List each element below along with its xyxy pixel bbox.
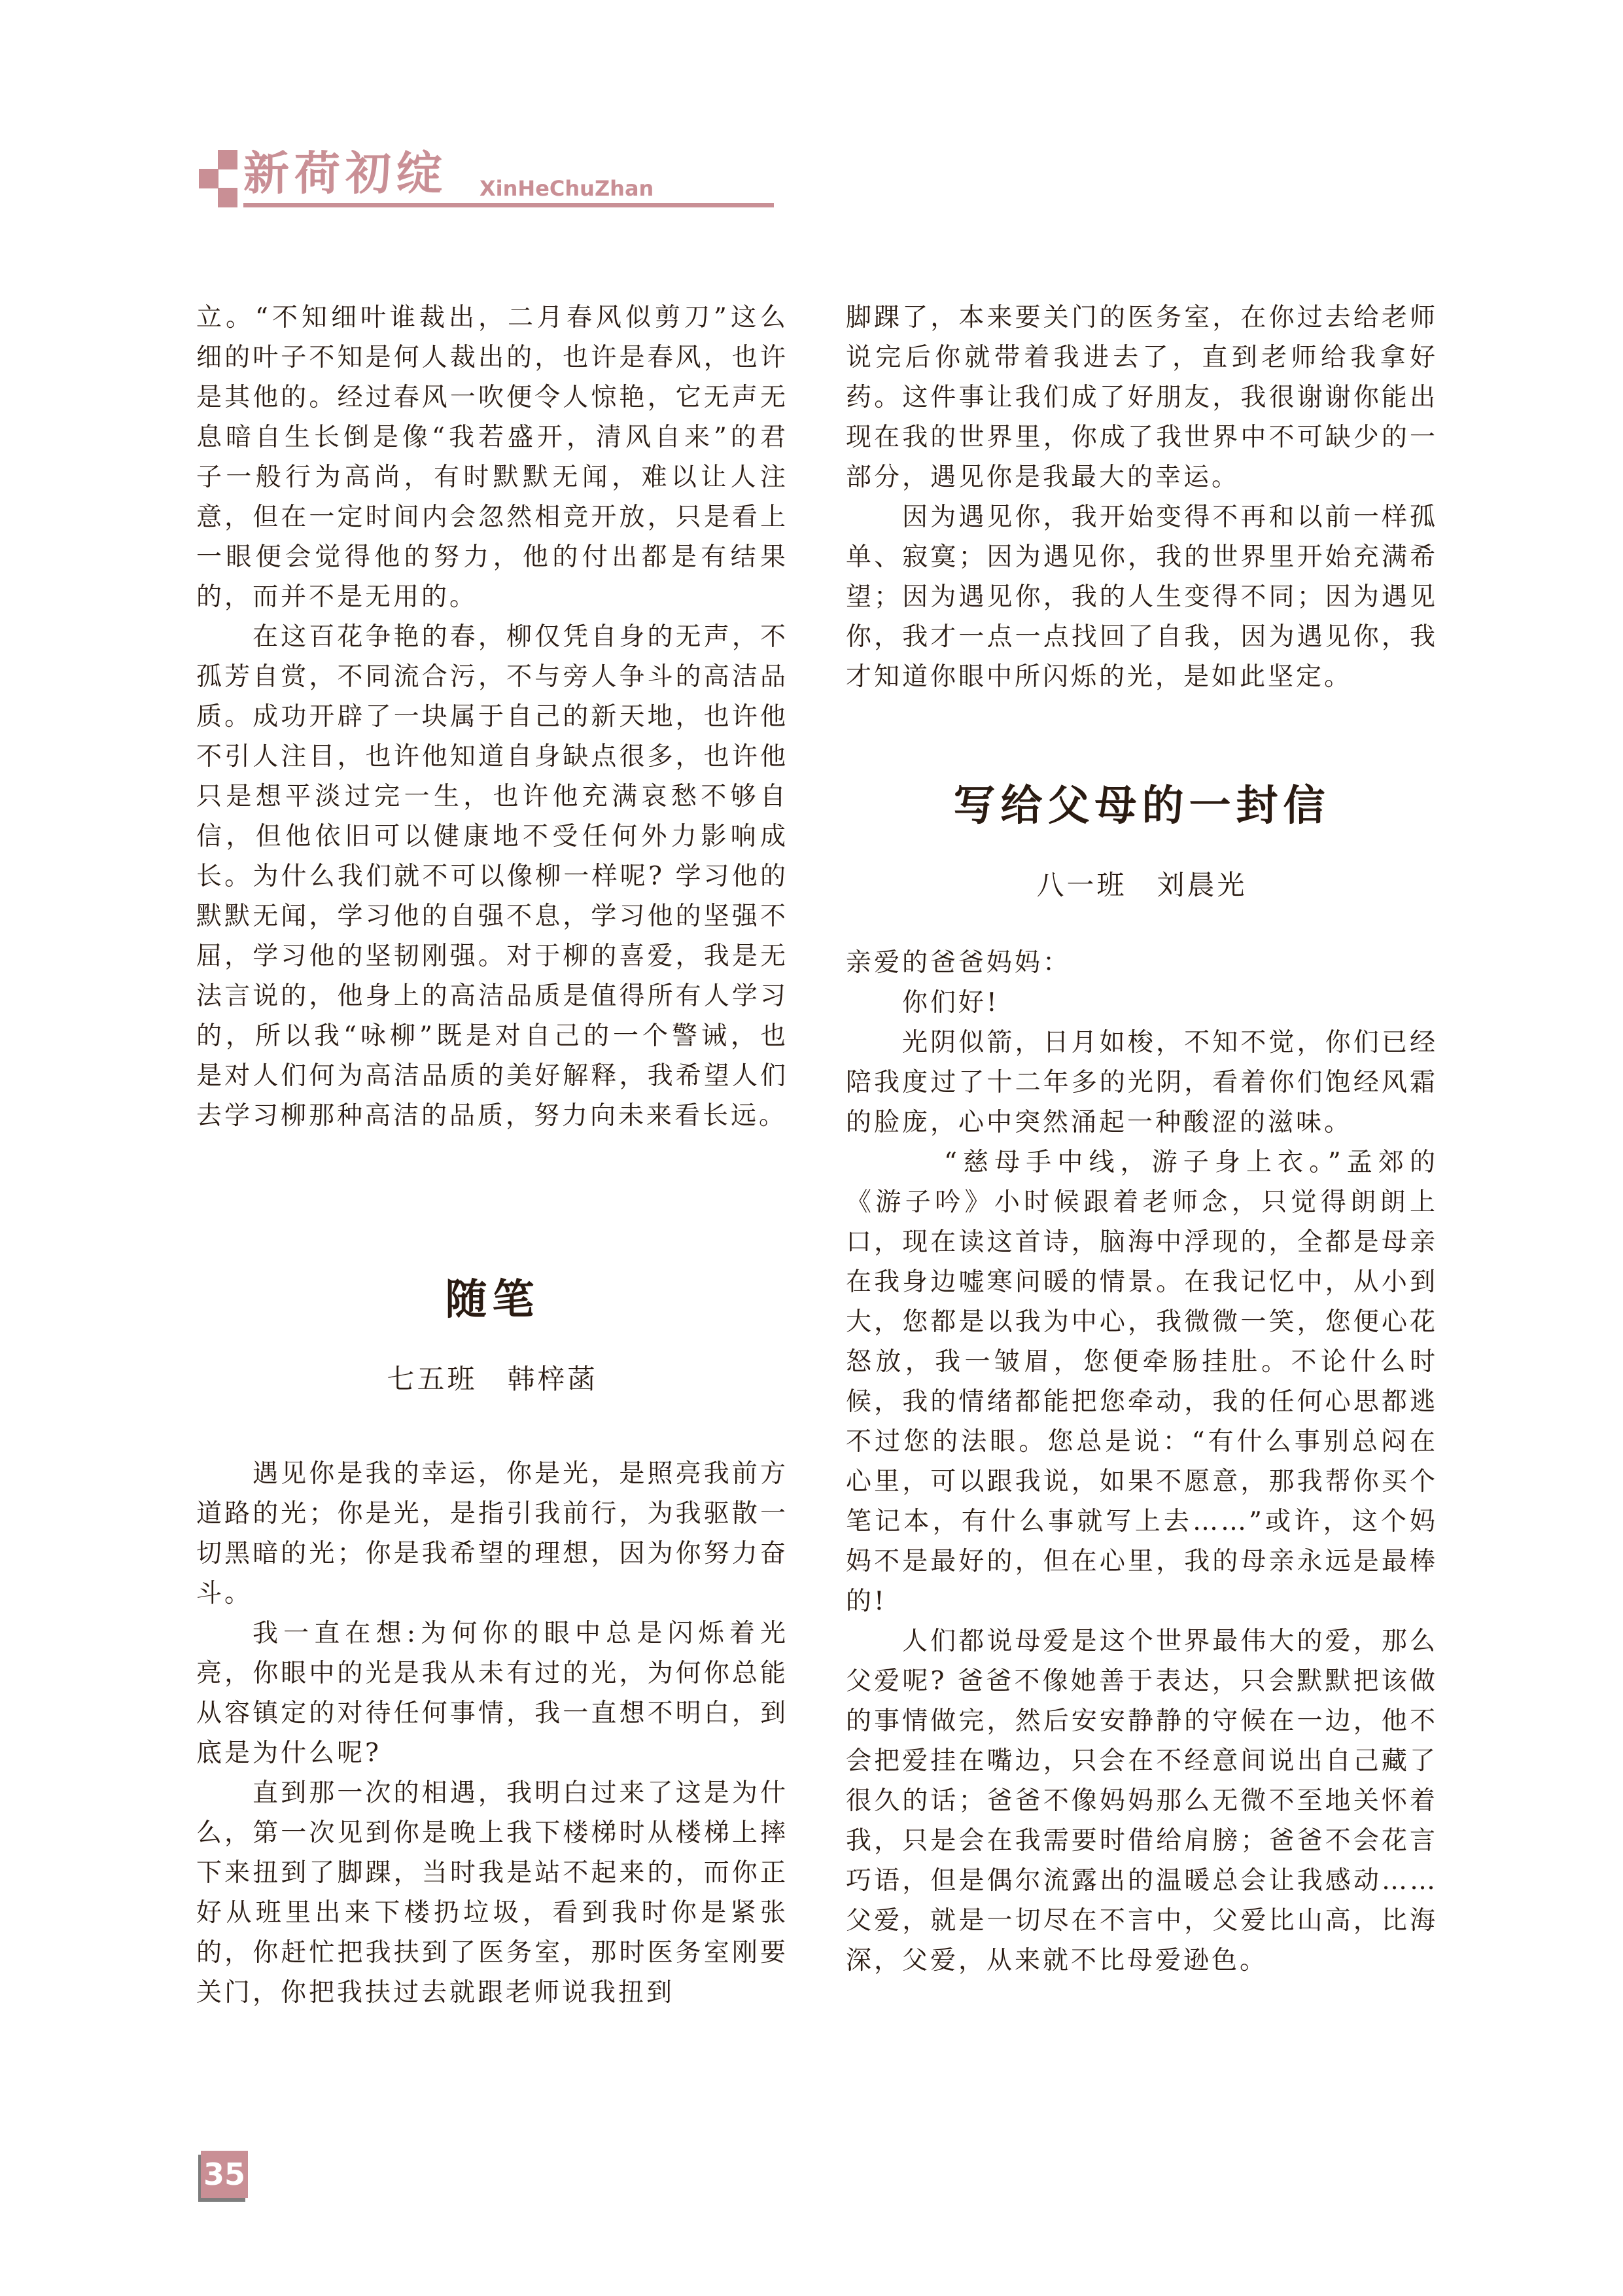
essay-title-letter: 写给父母的一封信 bbox=[953, 781, 1331, 830]
journal-logo-pinyin: XinHeChuZhan bbox=[480, 176, 654, 201]
paragraph-continuation: 立。“不知细叶谁裁出，二月春风似剪刀”这么细的叶子不知是何人裁出的，也许是春风，也许是其他的。经过春风一吹便令人惊艳，它无声无息暗自生长倒是像“我若盛开，清风自来”的君子一般行为高尚，有时默默无闻，难以让人注意，但在一定时间内会忽然相竞开放，只是看上一眼便会觉得他的努力，他的付出都是有结果的，而并不是无用的。 bbox=[196, 303, 788, 612]
paragraph: 因为遇见你，我开始变得不再和以前一样孤单、寂寞；因为遇见你，我的世界里开始充满希望；因为遇见你，我的人生变得不同；因为遇见你，我才一点一点找回了自我，因为遇见你，我才知道你眼中所闪烁的光，是如此坚定。 bbox=[846, 503, 1438, 692]
letter-greeting: 你们好! bbox=[902, 988, 1000, 1017]
letter-salutation: 亲爱的爸爸妈妈： bbox=[846, 948, 1072, 978]
paragraph: “慈母手中线，游子身上衣。”孟郊的《游子吟》小时候跟着老师念，只觉得朗朗上口，现在读这首诗，脑海中浮现的，全都是母亲在我身边嘘寒问暖的情景。在我记忆中，从小到大，您都是以我为中心，我微微一笑，您便心花怒放，我一皱眉，您便牵肠挂肚。不论什么时候，我的情绪都能把您牵动，我的任何心思都逃不过您的法眼。您总是说：“有什么事别总闷在心里，可以跟我说，如果不愿意，那我帮你买个笔记本，有什么事就写上去……”或许，这个妈妈不是最好的，但在心里，我的母亲永远是最棒的! bbox=[846, 1148, 1438, 1616]
decor-square bbox=[218, 188, 237, 207]
essay-author-suibi: 七五班 韩梓菡 bbox=[387, 1363, 598, 1395]
decor-square bbox=[199, 169, 218, 188]
essay-title-suibi: 随笔 bbox=[445, 1275, 540, 1324]
paragraph: 人们都说母爱是这个世界最伟大的爱，那么父爱呢? 爸爸不像她善于表达，只会默默把该做的事情做完，然后安安静静的守候在一边，他不会把爱挂在嘴边，只会在不经意间说出自己藏了很久的话；爸爸不像妈妈那么无微不至地关怀着我，只是会在我需要时借给肩膀；爸爸不会花言巧语，但是偶尔流露出的温暖总会让我感动……父爱，就是一切尽在不言中，父爱比山高，比海深，父爱，从来就不比母爱逊色。 bbox=[846, 1627, 1438, 1975]
page-number-block bbox=[198, 2151, 251, 2203]
essay-author-letter: 八一班 刘晨光 bbox=[1036, 869, 1248, 901]
decor-square bbox=[218, 150, 237, 169]
header-rule bbox=[243, 203, 774, 207]
paragraph-continuation: 脚踝了，本来要关门的医务室，在你过去给老师说完后你就带着我进去了，直到老师给我拿好药。这件事让我们成了好朋友，我很谢谢你能出现在我的世界里，你成了我世界中不可缺少的一部分，遇见你是我最大的幸运。 bbox=[846, 303, 1438, 492]
paragraph: 在这百花争艳的春，柳仅凭自身的无声，不孤芳自赏，不同流合污，不与旁人争斗的高洁品质。成功开辟了一块属于自己的新天地，也许他不引人注目，也许他知道自身缺点很多，也许他只是想平淡过完一生，也许他充满哀愁不够自信，但他依旧可以健康地不受任何外力影响成长。为什么我们就不可以像柳一样呢? 学习他的默默无闻，学习他的自强不息，学习他的坚强不屈，学习他的坚韧刚强。对于柳的喜爱，我是无法言说的，他身上的高洁品质是值得所有人学习的，所以我“咏柳”既是对自己的一个警诫，也是对人们何为高洁品质的美好解释，我希望人们去学习柳那种高洁的品质，努力向未来看长远。 bbox=[196, 622, 788, 1131]
right-column bbox=[846, 298, 1438, 1981]
paragraph: 我一直在想:为何你的眼中总是闪烁着光亮，你眼中的光是我从未有过的光，为何你总能从容镇定的对待任何事情，我一直想不明白，到底是为什么呢? bbox=[196, 1619, 788, 1768]
paragraph: 光阴似箭，日月如梭，不知不觉，你们已经陪我度过了十二年多的光阴，看着你们饱经风霜的脸庞，心中突然涌起一种酸涩的滋味。 bbox=[846, 1028, 1438, 1137]
header-checker-decor-icon bbox=[199, 150, 238, 208]
left-column bbox=[196, 298, 788, 2013]
paragraph: 直到那一次的相遇，我明白过来了这是为什么，第一次见到你是晚上我下楼梯时从楼梯上摔下来扭到了脚踝，当时我是站不起来的，而你正好从班里出来下楼扔垃圾，看到我时你是紧张的，你赶忙把我扶到了医务室，那时医务室刚要关门，你把我扶过去就跟老师说我扭到 bbox=[196, 1778, 788, 2007]
page-number: 35 bbox=[201, 2151, 248, 2198]
paragraph: 遇见你是我的幸运，你是光，是照亮我前方道路的光；你是光，是指引我前行，为我驱散一切黑暗的光；你是我希望的理想，因为你努力奋斗。 bbox=[196, 1459, 788, 1608]
journal-logo-chinese: 新荷初绽 bbox=[243, 147, 447, 200]
